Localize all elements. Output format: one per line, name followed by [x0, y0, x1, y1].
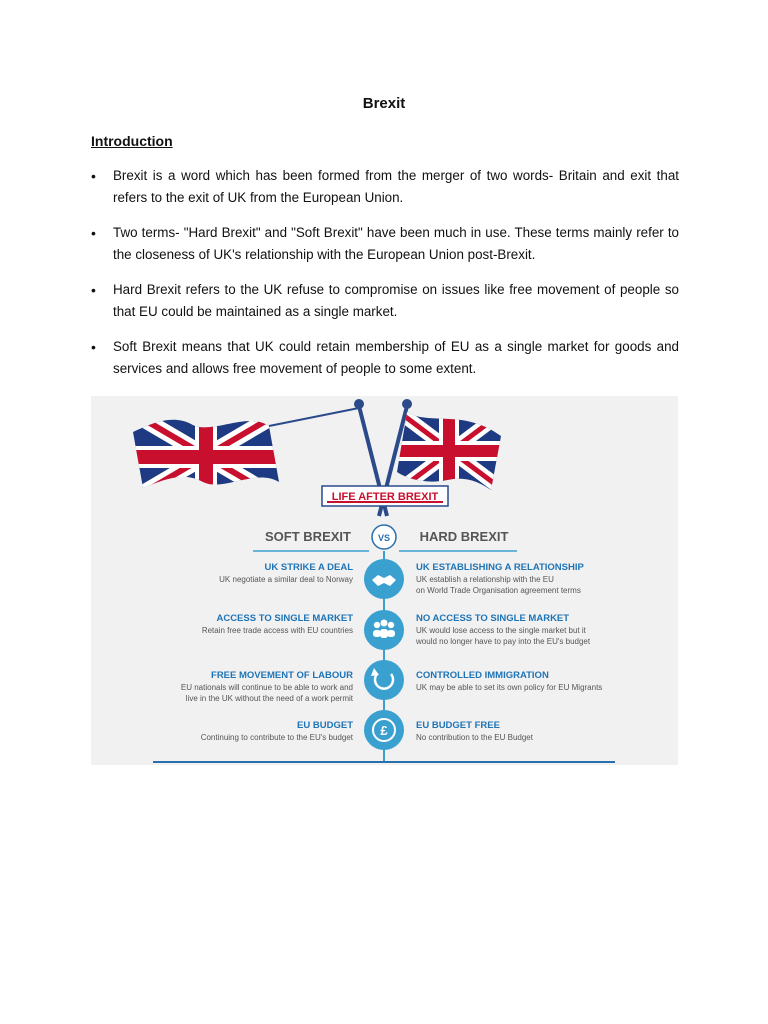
row-1-hard-line: UK establish a relationship with the EU — [416, 575, 554, 584]
bullet-list — [91, 165, 679, 393]
brexit-infographic — [91, 396, 678, 765]
row-4-hard-title: EU BUDGET FREE — [416, 720, 500, 731]
document-title: Brexit — [362, 95, 406, 112]
bullet-text: Hard Brexit refers to the UK refuse to compromise on issues like free movement of people so that EU could be maintained as a single market. — [113, 282, 679, 319]
bullet-item — [91, 336, 679, 380]
cycle-arrow-icon — [364, 660, 404, 700]
banner-text: LIFE AFTER BREXIT — [331, 491, 439, 503]
row-3-soft-line: live in the UK without the need of a work permit — [185, 694, 353, 703]
bullet-item — [91, 222, 679, 266]
row-4-soft-title: EU BUDGET — [297, 720, 353, 731]
row-3-hard-title: CONTROLLED IMMIGRATION — [416, 670, 549, 681]
section-heading: Introduction — [91, 133, 173, 149]
bullet-text: Two terms- "Hard Brexit" and "Soft Brexit" have been much in use. These terms mainly refer to the closeness of UK's relationship with the European Union post-Brexit. — [113, 225, 679, 262]
row-1 — [219, 559, 584, 599]
hard-brexit-heading: HARD BREXIT — [419, 529, 509, 544]
row-2-soft-title: ACCESS TO SINGLE MARKET — [216, 613, 353, 624]
vs-label: VS — [377, 533, 391, 543]
bullet-dot-icon: • — [91, 282, 96, 298]
row-4-soft-line: Continuing to contribute to the EU's budget — [200, 733, 353, 742]
row-3-soft-line: EU nationals will continue to be able to work and — [180, 683, 353, 692]
row-1-soft-title: UK STRIKE A DEAL — [264, 562, 353, 573]
bullet-dot-icon: • — [91, 339, 96, 355]
row-1-soft-line: UK negotiate a similar deal to Norway — [219, 575, 353, 584]
row-3 — [181, 660, 602, 703]
infographic-canvas — [91, 396, 678, 765]
bullet-dot-icon: • — [91, 168, 96, 184]
bullet-item — [91, 165, 679, 209]
bullet-item — [91, 279, 679, 323]
row-4 — [201, 710, 534, 750]
bullet-dot-icon: • — [91, 225, 96, 241]
row-1-hard-title: UK ESTABLISHING A RELATIONSHIP — [416, 562, 584, 573]
row-2-hard-line: would no longer have to pay into the EU's budget — [416, 637, 591, 646]
svg-text:£: £ — [380, 723, 388, 738]
bullet-text: Brexit is a word which has been formed from the merger of two words- Britain and exit that refers to the exit of UK from the European Union. — [113, 168, 679, 205]
row-2 — [202, 610, 591, 650]
row-3-soft-title: FREE MOVEMENT OF LABOUR — [211, 670, 353, 681]
row-3-hard-line: UK may be able to set its own policy for EU Migrants — [416, 683, 603, 692]
row-2-hard-title: NO ACCESS TO SINGLE MARKET — [416, 613, 570, 624]
row-2-soft-line: Retain free trade access with EU countries — [201, 626, 353, 635]
bullet-text: Soft Brexit means that UK could retain membership of EU as a single market for goods and services and allows free movement of people to some extent. — [113, 339, 679, 376]
row-2-hard-line: UK would lose access to the single market but it — [416, 626, 586, 635]
soft-brexit-heading: SOFT BREXIT — [265, 529, 351, 544]
row-4-hard-line: No contribution to the EU Budget — [416, 733, 533, 742]
row-1-hard-line: on World Trade Organisation agreement terms — [416, 586, 581, 595]
